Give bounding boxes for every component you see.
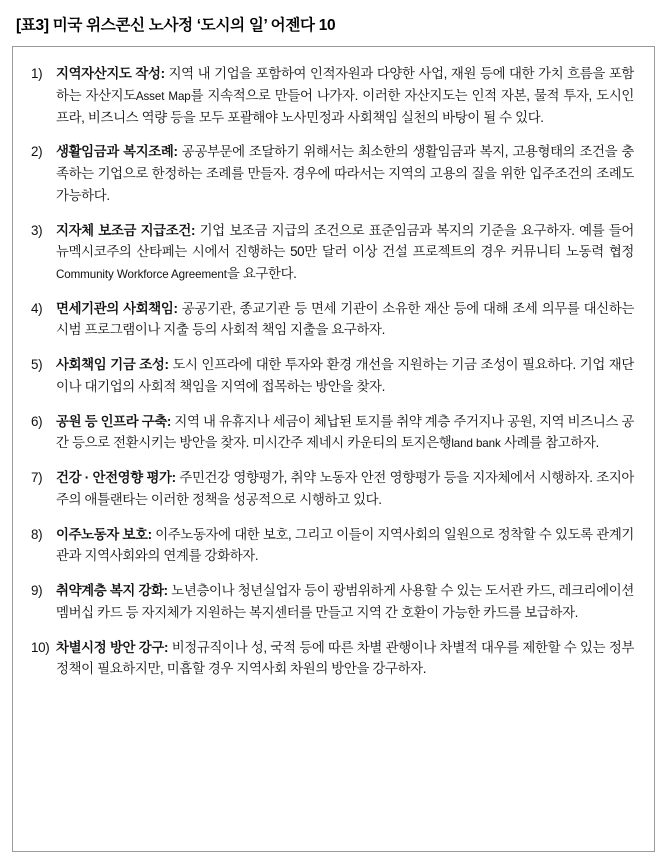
list-item <box>31 524 634 567</box>
item-number: 1) <box>31 66 43 82</box>
item-body: 주민건강 영향평가, 취약 노동자 안전 영향평가 등을 지자체에서 시행하자. 조지아주의 애틀랜타는 이러한 정책을 성공적으로 시행하고 있다. <box>56 470 634 507</box>
item-number: 3) <box>31 222 43 238</box>
item-lead: 취약계층 복지 강화: <box>56 583 168 599</box>
item-body: 공공기관, 종교기관 등 면세 기관이 소유한 재산 등에 대해 조세 의무를 대신하는 시범 프로그램이나 지출 등의 사회적 책임 지출을 요구하자. <box>56 300 635 338</box>
item-body: 이주노동자에 대한 보호, 그리고 이들이 지역사회의 일원으로 정착할 수 있도록 관계기관과 지역사회와의 연계를 강화하자. <box>56 526 634 564</box>
item-latin: Asset Map <box>135 89 191 103</box>
item-number: 10) <box>31 639 50 655</box>
item-body: 지역 내 유휴지나 세금이 체납된 토지를 취약 계층 주거지나 공원, 지역 비즈니스 공간 등으로 전환시키는 방안을 찾자. 미시간주 제네시 카운티의 토지은행 <box>56 413 634 451</box>
item-body-2: 을 요구한다. <box>226 265 297 281</box>
item-text <box>56 524 634 567</box>
item-lead: 공원 등 인프라 구축: <box>56 413 172 429</box>
item-text <box>56 467 634 510</box>
agenda-box <box>12 46 655 852</box>
item-body: 지역 내 기업을 포함하여 인적자원과 다양한 사업, 재원 등에 대한 가치 흐름을 포함하는 자산지도 <box>56 66 634 103</box>
list-item <box>31 63 634 128</box>
item-lead: 건강 · 안전영향 평가: <box>56 470 176 486</box>
item-body: 도시 인프라에 대한 투자와 환경 개선을 지원하는 기금 조성이 필요하다. 기업 재단이나 대기업의 사회적 책임을 지역에 접목하는 방안을 찾자. <box>56 357 634 394</box>
item-number: 8) <box>31 526 43 542</box>
list-item <box>31 411 634 454</box>
item-latin: land bank <box>451 437 501 451</box>
item-lead: 사회책임 기금 조성: <box>56 357 169 373</box>
item-lead: 생활임금과 복지조례: <box>56 144 178 160</box>
agenda-list <box>31 63 634 680</box>
item-text <box>56 637 634 680</box>
item-body: 노년층이나 청년실업자 등이 광범위하게 사용할 수 있는 도서관 카드, 레크리에이션 멤버십 카드 등 자지체가 지원하는 복지센터를 만들고 지역 간 호환이 가능한 카드를 보급하자. <box>56 583 634 620</box>
item-latin: Community Workforce Agreement <box>56 267 227 281</box>
list-item <box>31 580 634 623</box>
item-body-2: 사례를 참고하자. <box>500 435 599 451</box>
item-text <box>56 298 634 341</box>
item-lead: 면세기관의 사회책임: <box>56 300 178 316</box>
list-item <box>31 354 634 397</box>
list-item <box>31 141 634 206</box>
item-text <box>56 141 634 206</box>
list-item <box>31 298 634 341</box>
list-item <box>31 467 634 510</box>
item-lead: 지역자산지도 작성: <box>56 66 165 82</box>
item-text <box>56 580 634 623</box>
item-body: 공공부문에 조달하기 위해서는 최소한의 생활임금과 복지, 고용형태의 조건을 충족하는 기업으로 한정하는 조례를 만들자. 경우에 따라서는 지역의 고용의 질을 위한 입주조건의 조례도 가능하다. <box>56 144 634 203</box>
item-number: 4) <box>31 300 43 316</box>
item-lead: 지자체 보조금 지급조건: <box>56 222 196 238</box>
list-item <box>31 220 634 285</box>
item-number: 6) <box>31 413 43 429</box>
item-body: 기업 보조금 지급의 조건으로 표준임금과 복지의 기준을 요구하자. 예를 들어 뉴멕시코주의 산타페는 시에서 진행하는 50만 달러 이상 건설 프로젝트의 경우 커뮤니티 노동력 협정 <box>56 222 635 260</box>
item-lead: 이주노동자 보호: <box>56 526 152 542</box>
page-title: [표3] 미국 위스콘신 노사정 ‘도시의 일’ 어젠다 10 <box>16 17 336 34</box>
item-number: 9) <box>31 583 43 599</box>
item-number: 2) <box>31 144 43 160</box>
item-body-2: 를 지속적으로 만들어 나가자. 이러한 자산지도는 인적 자본, 물적 투자, 도시인프라, 비즈니스 역량 등을 모두 포괄해야 노사민정과 사회책임 실천의 바탕이 될 수 있다. <box>56 87 634 125</box>
item-text <box>56 354 634 397</box>
list-item <box>31 637 634 680</box>
item-text <box>56 63 634 128</box>
item-text <box>56 220 634 285</box>
item-text <box>56 411 634 454</box>
item-lead: 차별시정 방안 강구: <box>56 639 169 655</box>
item-body: 비정규직이나 성, 국적 등에 따른 차별 관행이나 차별적 대우를 제한할 수 있는 정부 정책이 필요하지만, 미흡할 경우 지역사회 차원의 방안을 강구하자. <box>56 639 634 677</box>
item-number: 7) <box>31 470 43 486</box>
item-number: 5) <box>31 357 43 373</box>
